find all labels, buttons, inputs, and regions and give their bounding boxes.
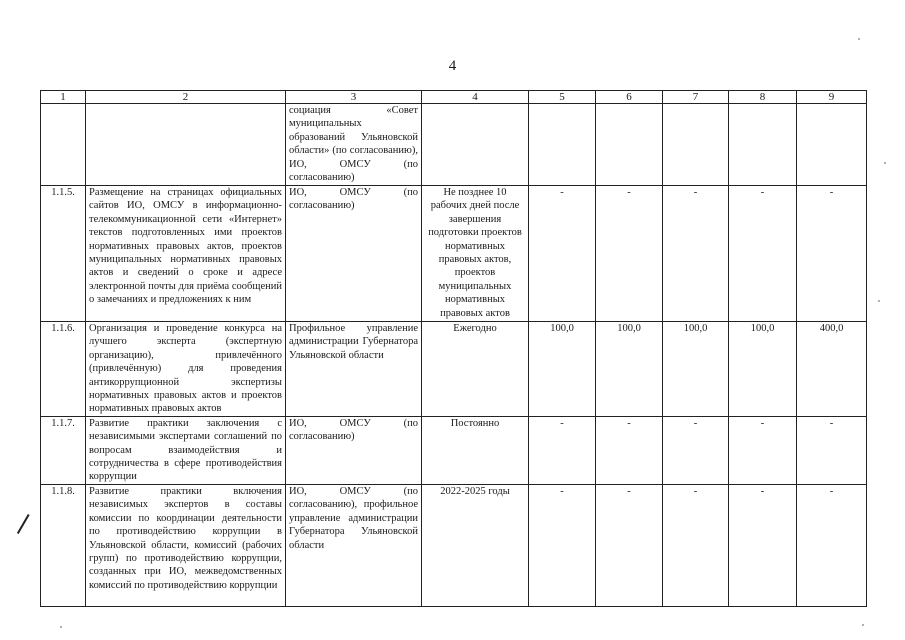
column-header: 7 xyxy=(663,91,729,104)
item-number: 1.1.5. xyxy=(41,186,86,322)
value-cell: - xyxy=(663,416,729,484)
value-cell: 100,0 xyxy=(596,322,663,417)
pen-mark xyxy=(17,514,33,536)
plan-table xyxy=(40,90,867,607)
item-executor: ИО, ОМСУ (по согласованию) xyxy=(286,416,422,484)
column-header: 3 xyxy=(286,91,422,104)
item-description: Развитие практики включения независимых экспертов в составы комиссии по координации деятельности по противодействию коррупции в Ульяновской области, комиссий (рабочих групп) по противодействию коррупции, созданных при ИО, межведомственных комиссий по противодействию коррупции xyxy=(86,484,286,606)
column-header: 2 xyxy=(86,91,286,104)
item-description: Развитие практики заключения с независимыми экспертами соглашений по вопросам взаимодействия и сотрудничества в сфере противодействия коррупции xyxy=(86,416,286,484)
scan-speck xyxy=(858,38,860,40)
item-number xyxy=(41,104,86,186)
value-cell xyxy=(663,104,729,186)
value-cell: - xyxy=(797,416,867,484)
item-number: 1.1.6. xyxy=(41,322,86,417)
value-cell xyxy=(797,104,867,186)
item-term: 2022-2025 годы xyxy=(422,484,529,606)
scan-speck xyxy=(60,626,62,628)
page-number: 4 xyxy=(448,58,457,74)
item-executor: ИО, ОМСУ (по согласованию), профильное управление администрации Губернатора Ульяновской области xyxy=(286,484,422,606)
column-header: 9 xyxy=(797,91,867,104)
value-cell: - xyxy=(596,416,663,484)
scan-speck xyxy=(862,624,864,626)
value-cell: - xyxy=(529,416,596,484)
column-header: 4 xyxy=(422,91,529,104)
item-term: Постоянно xyxy=(422,416,529,484)
value-cell: - xyxy=(663,186,729,322)
item-term: Ежегодно xyxy=(422,322,529,417)
item-number: 1.1.8. xyxy=(41,484,86,606)
table-row xyxy=(41,322,867,417)
value-cell xyxy=(729,104,797,186)
column-header: 6 xyxy=(596,91,663,104)
item-executor: социация «Совет муниципальных образований Ульяновской области» (по согласованию), ИО, ОМСУ (по согласованию) xyxy=(286,104,422,186)
column-header: 5 xyxy=(529,91,596,104)
column-header: 1 xyxy=(41,91,86,104)
scan-speck xyxy=(884,162,886,164)
item-description xyxy=(86,104,286,186)
header-row xyxy=(41,91,867,104)
value-cell: - xyxy=(797,186,867,322)
value-cell xyxy=(596,104,663,186)
value-cell: - xyxy=(596,484,663,606)
item-executor: ИО, ОМСУ (по согласованию) xyxy=(286,186,422,322)
column-header: 8 xyxy=(729,91,797,104)
value-cell: - xyxy=(663,484,729,606)
item-number: 1.1.7. xyxy=(41,416,86,484)
table-row xyxy=(41,186,867,322)
item-description: Размещение на страницах официальных сайтов ИО, ОМСУ в информационно-телекоммуникационной сети «Интернет» текстов подготовленных ими проектов нормативных правовых актов, проектов муниципальных нормативных правовых актов и сведений о сроке и адресе электронной почты для приёма сообщений о замечаниях и предложениях к ним xyxy=(86,186,286,322)
value-cell: 100,0 xyxy=(729,322,797,417)
value-cell: - xyxy=(729,484,797,606)
item-executor: Профильное управление администрации Губернатора Ульяновской области xyxy=(286,322,422,417)
table-row xyxy=(41,416,867,484)
table-row xyxy=(41,104,867,186)
value-cell: - xyxy=(729,186,797,322)
item-term xyxy=(422,104,529,186)
value-cell: 100,0 xyxy=(663,322,729,417)
table-row xyxy=(41,484,867,606)
value-cell: - xyxy=(729,416,797,484)
value-cell: 400,0 xyxy=(797,322,867,417)
scan-speck xyxy=(878,300,880,302)
value-cell: - xyxy=(529,186,596,322)
value-cell: - xyxy=(529,484,596,606)
value-cell xyxy=(529,104,596,186)
item-term: Не позднее 10 рабочих дней после завершения подготовки проектов нормативных правовых актов, проектов муниципальных нормативных правовых актов xyxy=(422,186,529,322)
value-cell: - xyxy=(596,186,663,322)
value-cell: 100,0 xyxy=(529,322,596,417)
value-cell: - xyxy=(797,484,867,606)
item-description: Организация и проведение конкурса на лучшего эксперта (экспертную организацию), привлечённого (привлечённую) для проведения антикоррупционной экспертизы нормативных правовых актов и проектов нормативных правовых актов xyxy=(86,322,286,417)
